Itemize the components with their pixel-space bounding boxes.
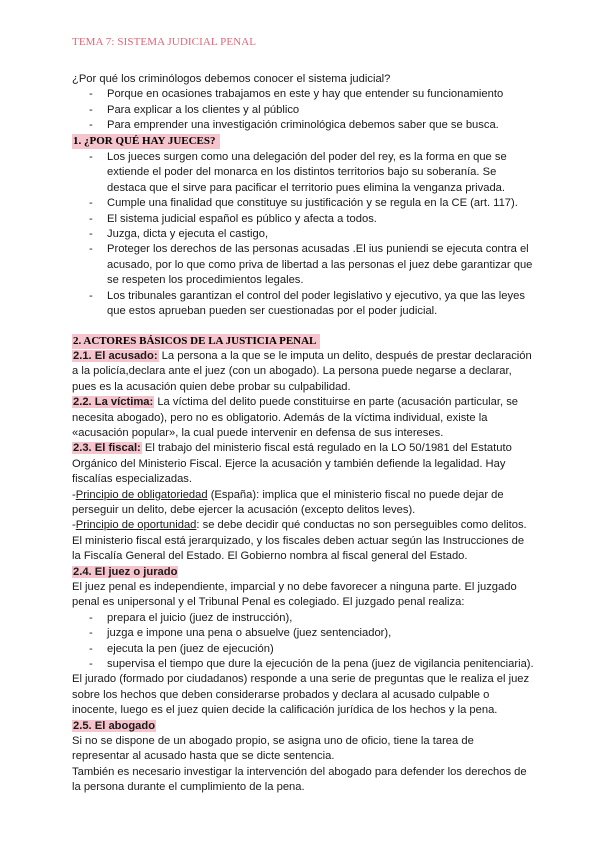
jurado-text: El jurado (formado por ciudadanos) responde a una serie de preguntas que le realiza el juez sobre los hechos que deben considerarse probados y declara al acusado culpable o inocente, luego es el juez quien decide la calificación jurídica de los hechos y la pena. [72,673,530,717]
fiscal-label: 2.3. El fiscal: [73,442,141,455]
document-title: TEMA 7: SISTEMA JUDICIAL PENAL [72,36,257,48]
intro-item: - Porque en ocasiones trabajamos en este y hay que entender su funcionamiento [72,87,534,102]
section-1-item: - El sistema judicial español es público y afecta a todos. [72,212,534,227]
juez-item: - juzga e impone una pena o absuelve (juez sentenciador), [72,626,534,641]
juez-item: - supervisa el tiempo que dure la ejecución de la pena (juez de vigilancia penitenciaria). [72,657,534,672]
juez-item: - prepara el juicio (juez de instrucción), [72,611,534,626]
section-1-item: - Proteger los derechos de las personas acusadas .El ius puniendi se ejecuta contra el acusado, por lo que como priva de libertad a las personas el juez debe garantizar que se respeten los procedimientos legales. [72,242,534,288]
section-1-list [72,150,534,319]
dash-prefix: - [72,519,76,532]
juez-list [72,611,534,673]
fiscal-text: El trabajo del ministerio fiscal está regulado en la LO 50/1981 del Estatuto Orgánico del Ministerio Fiscal. Ejerce la acusación y también defiende la legalidad. Hay fiscalías especializadas. [72,442,512,486]
principio-obligatoriedad [72,488,534,519]
document-body [72,72,534,796]
intro-item: - Para explicar a los clientes y al público [72,103,534,118]
abogado-heading: 2.5. El abogado [73,719,156,732]
principio-oportunidad-label: Principio de oportunidad [75,519,197,532]
principio-obligatoriedad-text: (España): implica que el ministerio fiscal no puede dejar de perseguir un delito, debe ejercer la acusación (excepto delitos leves). [72,488,504,516]
principio-oportunidad [72,518,534,564]
section-1-heading: 1. ¿POR QUÉ HAY JUECES? [72,134,220,149]
section-1-item: - Cumple una finalidad que constituye su justificación y se regula en la CE (art. 117). [72,196,534,211]
intro-list [72,87,534,133]
abogado-text-2: También es necesario investigar la intervención del abogado para defender los derechos de la persona durante el cumplimiento de la pena. [72,765,527,794]
victima-label: 2.2. La víctima: [73,396,154,409]
abogado-text-1: Si no se dispone de un abogado propio, se asigna uno de oficio, tiene la tarea de representar al acusado hasta que se dicte sentencia. [72,735,474,763]
intro-question: ¿Por qué los criminólogos debemos conocer el sistema judicial? [72,73,391,85]
acusado-text: La persona a la que se le imputa un delito, después de prestar declaración a la policía,declara ante el juez (con un abogado). La persona puede negarse a declarar, pues es la acusación quien debe probar su culpabilidad. [72,349,532,393]
intro-item: - Para emprender una investigación criminológica debemos saber que se busca. [72,118,534,133]
dash-prefix: - [72,488,76,501]
section-1-item: - Juzga, dicta y ejecuta el castigo, [72,227,534,242]
principio-oportunidad-text: : se debe decidir qué conductas no son perseguibles como delitos. El ministerio fiscal está jerarquizado, y los fiscales deben actuar según las Instrucciones de la Fiscalía General del Estado. El Gobierno nombra al fiscal general del Estado. [72,519,527,563]
section-1-item: - Los tribunales garantizan el control del poder legislativo y ejecutivo, ya que las leyes que estos aprueban pueden ser cuestionadas por el poder judicial. [72,289,534,320]
section-1-item: - Los jueces surgen como una delegación del poder del rey, es la forma en que se extiende el poder del monarca en los distintos territorios bajo su soberanía. Se destaca que el sirve para pacificar el territorio pues elimina la venganza privada. [72,150,534,196]
victima-text: La víctima del delito puede constituirse en parte (acusación particular, se necesita abogado), pero no es obligatorio. Además de la víctima individual, existe la «acusación popular», la cual puede intervenir en defensa de sus intereses. [72,396,519,439]
principio-obligatoriedad-label: Principio de obligatoriedad [75,488,208,501]
acusado-paragraph [72,349,534,395]
victima-paragraph [72,395,534,441]
juez-text: El juez penal es independiente, imparcial y no debe favorecer a ninguna parte. El juzgado penal es unipersonal y el Tribunal Penal es colegiado. El juzgado penal realiza: [72,581,517,609]
acusado-label: 2.1. El acusado: [73,349,158,362]
fiscal-paragraph [72,441,534,487]
juez-item: - ejecuta la pen (juez de ejecución) [72,642,534,657]
section-2-heading: 2. ACTORES BÁSICOS DE LA JUSTICIA PENAL [72,334,320,349]
juez-heading: 2.4. El juez o jurado [73,565,178,578]
